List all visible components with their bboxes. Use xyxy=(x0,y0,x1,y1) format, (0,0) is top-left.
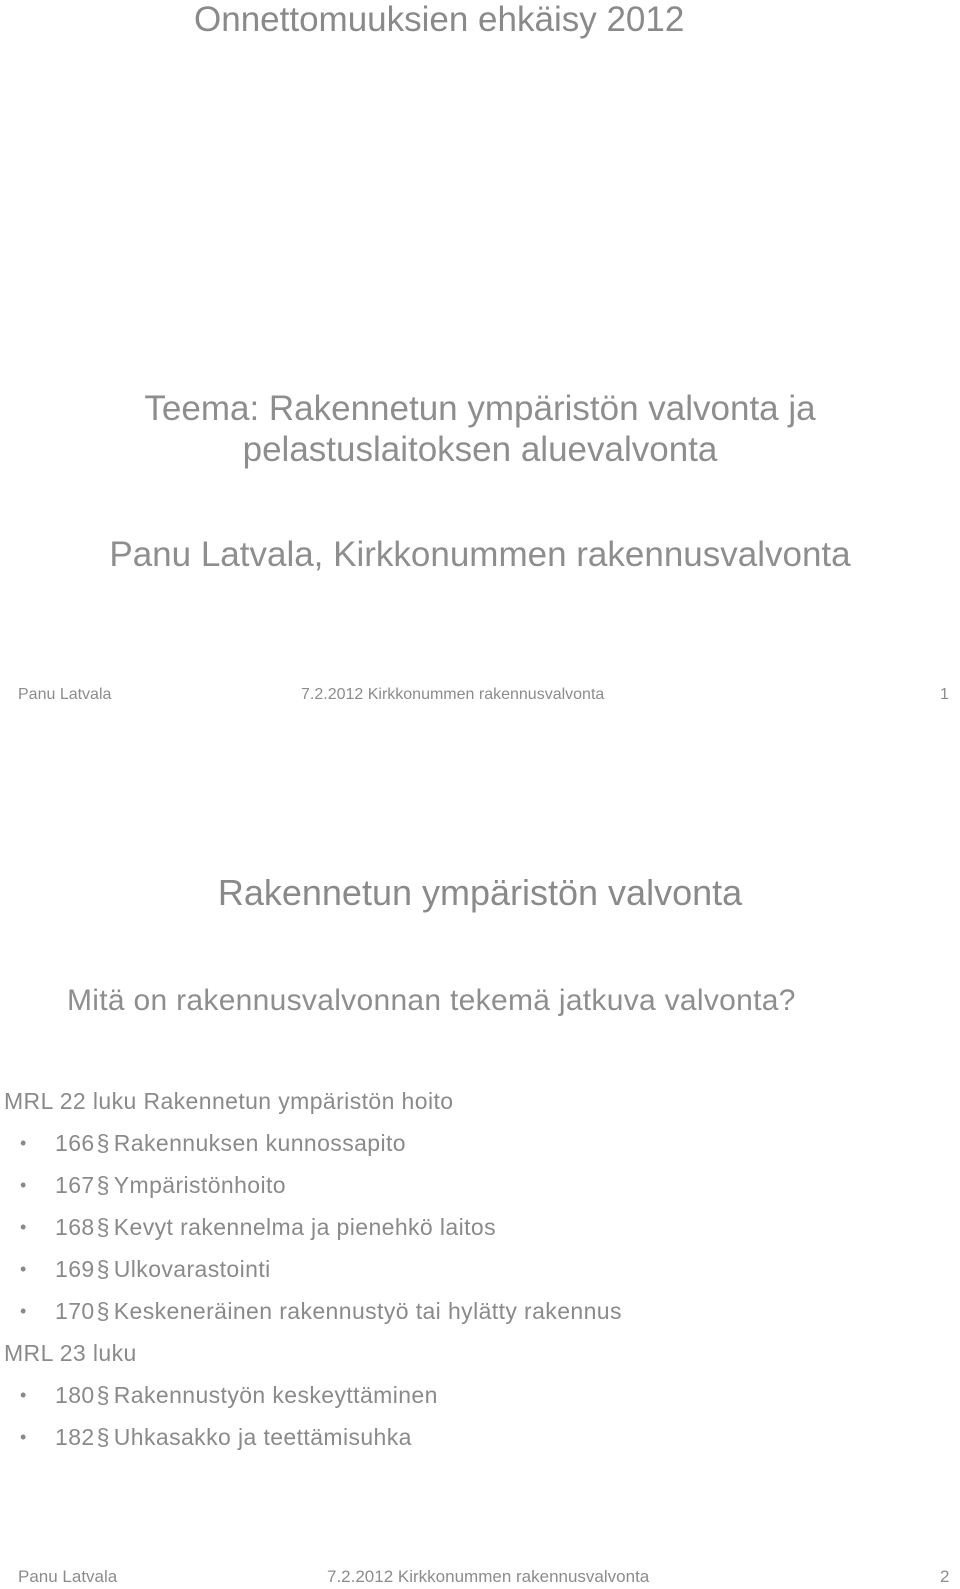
page-title: Onnettomuuksien ehkäisy 2012 xyxy=(194,0,685,39)
item-text: Ympäristönhoito xyxy=(113,1172,286,1198)
presenter-line: Panu Latvala, Kirkkonummen rakennusvalvonta xyxy=(109,535,851,574)
bullet-icon: • xyxy=(20,1427,27,1447)
list-item xyxy=(20,1424,412,1451)
item-text: Keskeneräinen rakennustyö tai hylätty rakennus xyxy=(113,1298,622,1324)
item-text: Uhkasakko ja teettämisuhka xyxy=(113,1424,412,1450)
section-sign: § xyxy=(96,1172,110,1198)
bullet-icon: • xyxy=(20,1385,27,1405)
section-number: 169 xyxy=(55,1256,95,1282)
slide1-footer-date-org: 7.2.2012 Kirkkonummen rakennusvalvonta xyxy=(301,686,605,703)
item-text: Rakennuksen kunnossapito xyxy=(113,1130,406,1156)
item-text: Ulkovarastointi xyxy=(113,1256,271,1282)
section-sign: § xyxy=(96,1256,110,1282)
section-sign: § xyxy=(96,1424,110,1450)
section-number: 168 xyxy=(55,1214,95,1240)
section-number: 182 xyxy=(55,1424,95,1450)
bullet-icon: • xyxy=(20,1301,27,1321)
item-text: Kevyt rakennelma ja pienehkö laitos xyxy=(113,1214,496,1240)
section-number: 170 xyxy=(55,1298,95,1324)
list-item xyxy=(20,1172,286,1199)
slide1-footer-author: Panu Latvala xyxy=(18,686,112,703)
section-sign: § xyxy=(96,1298,110,1324)
section-heading-mrl-23: MRL 23 luku xyxy=(4,1340,137,1366)
slide2-subtitle: Mitä on rakennusvalvonnan tekemä jatkuva valvonta? xyxy=(67,984,796,1017)
list-item xyxy=(20,1382,438,1409)
section-heading-mrl-22: MRL 22 luku Rakennetun ympäristön hoito xyxy=(4,1088,454,1114)
slide2-footer-date-org: 7.2.2012 Kirkkonummen rakennusvalvonta xyxy=(327,1567,650,1586)
slide1-page-number: 1 xyxy=(940,686,949,703)
theme-heading-line-1: Teema: Rakennetun ympäristön valvonta ja xyxy=(144,389,816,428)
theme-heading-line-2: pelastuslaitoksen aluevalvonta xyxy=(242,430,718,469)
bullet-icon: • xyxy=(20,1259,27,1279)
item-text: Rakennustyön keskeyttäminen xyxy=(113,1382,438,1408)
section-number: 167 xyxy=(55,1172,95,1198)
list-item xyxy=(20,1214,496,1241)
slide2-title: Rakennetun ympäristön valvonta xyxy=(217,872,743,913)
section-sign: § xyxy=(96,1214,110,1240)
list-item xyxy=(20,1298,622,1325)
bullet-icon: • xyxy=(20,1175,27,1195)
section-sign: § xyxy=(96,1382,110,1408)
list-item xyxy=(20,1256,271,1283)
bullet-icon: • xyxy=(20,1133,27,1153)
section-sign: § xyxy=(96,1130,110,1156)
list-item xyxy=(20,1130,406,1157)
bullet-icon: • xyxy=(20,1217,27,1237)
section-number: 180 xyxy=(55,1382,95,1408)
slide2-footer-author: Panu Latvala xyxy=(18,1567,118,1586)
section-number: 166 xyxy=(55,1130,95,1156)
slide2-page-number: 2 xyxy=(940,1567,950,1586)
